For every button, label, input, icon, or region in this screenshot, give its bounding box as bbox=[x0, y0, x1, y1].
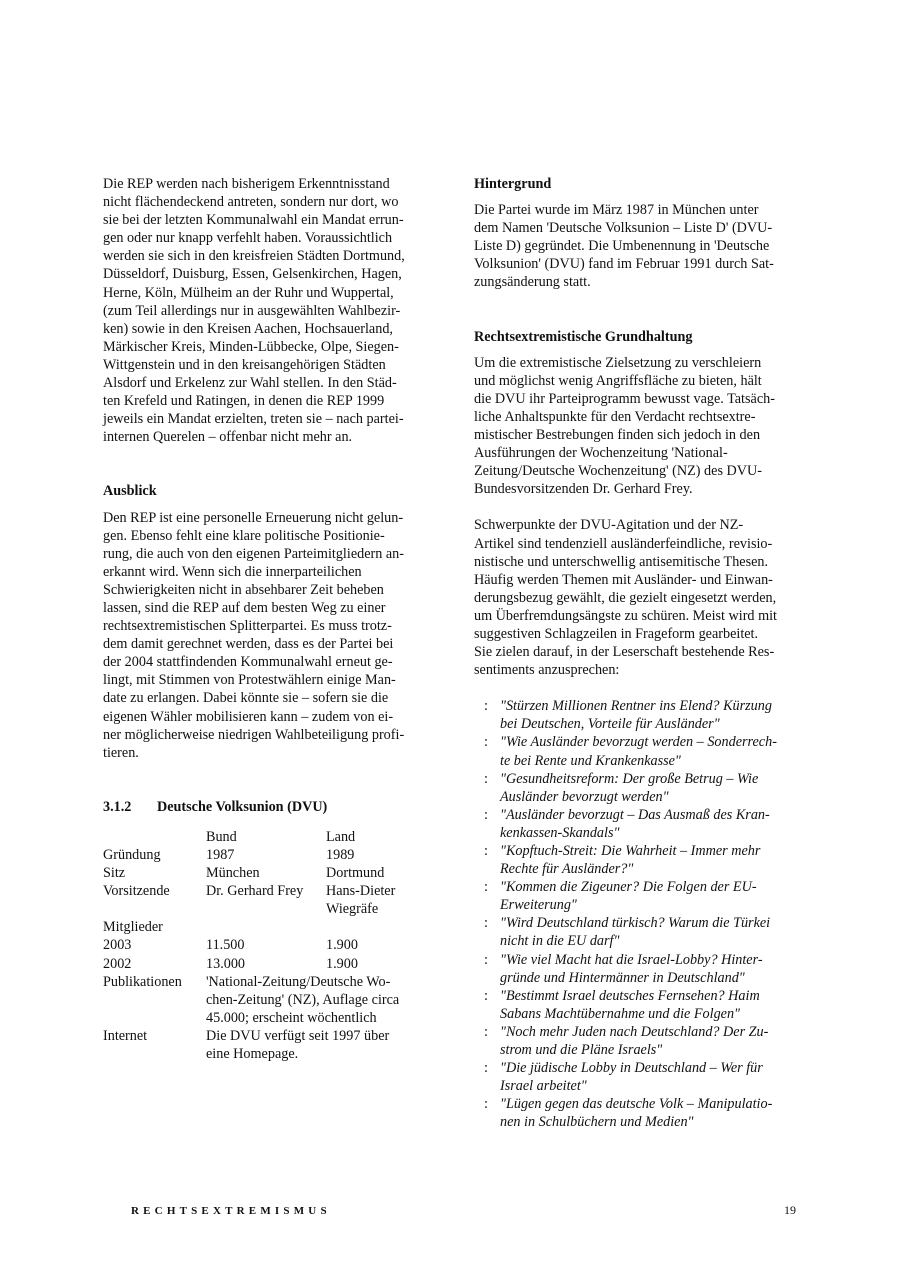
running-footer-title: RECHTSEXTREMISMUS bbox=[131, 1205, 331, 1217]
list-item: : "Noch mehr Juden nach Deutschland? Der Zu- strom und die Pläne Israels" bbox=[484, 1023, 769, 1059]
page-number: 19 bbox=[784, 1203, 796, 1217]
grundhaltung-heading: Rechtsextremistische Grundhaltung bbox=[474, 328, 693, 345]
facts-header-row bbox=[103, 828, 429, 846]
hintergrund-paragraph: Die Partei wurde im März 1987 in München unter dem Namen 'Deutsche Volksunion – Liste D' (DVU- Liste D) gegründet. Die Umbenennung in 'Deutsche Volksunion' (DVU) fand im Februar 1991 durch Sat- zungsänderung statt. bbox=[474, 202, 774, 291]
facts-row-2002: 2002 13.000 1.900 bbox=[103, 955, 358, 972]
list-item: : "Wie viel Macht hat die Israel-Lobby? Hinter- gründe und Hintermänner in Deutschland" bbox=[484, 951, 763, 986]
facts-row-internet: Internet Die DVU verfügt seit 1997 über eine Homepage. bbox=[103, 1027, 390, 1063]
list-item: : "Lügen gegen das deutsche Volk – Manipulatio- nen in Schulbüchern und Medien" bbox=[484, 1096, 773, 1131]
section-heading bbox=[103, 798, 429, 816]
list-item: : "Gesundheitsreform: Der große Betrug – Wie Ausländer bevorzugt werden" bbox=[484, 770, 759, 805]
list-item: : "Bestimmt Israel deutsches Fernsehen? Haim Sabans Machtübernahme und die Folgen" bbox=[484, 987, 760, 1022]
list-item: : "Ausländer bevorzugt – Das Ausmaß des Kran- kenkassen-Skandals" bbox=[484, 806, 770, 841]
right-column bbox=[474, 175, 800, 1132]
section-title: Deutsche Volksunion (DVU) bbox=[157, 798, 328, 815]
list-item: : "Die jüdische Lobby in Deutschland – Wer für Israel arbeitet" bbox=[484, 1060, 763, 1095]
ausblick-paragraph: Den REP ist eine personelle Erneuerung nicht gelun- gen. Ebenso fehlt eine klare politische Positionie- rung, die auch von den eigenen Parteimitgliedern an- erkannt wird. Wenn sich die innerparteilichen Schwierigkeiten nicht in absehbarer Zeit beheben lassen, sind die REP auf dem besten Weg zu einer rechtsextremistischen Splitterpartei. Es muss trotz- dem damit gerechnet werden, dass es der Partei bei der 2004 stattfindenden Kommunalwahl erneut ge- lingt, mit Stimmen von Protestwählern einige Man- date zu erlangen. Dabei könnte sie – sofern sie die eigenen Wähler mobilisieren kann – zudem von ei- ner möglicherweise niedrigen Wahlbeteiligung profi- tieren. bbox=[103, 509, 405, 761]
facts-row-gruendung: Gründung 1987 1989 bbox=[103, 847, 355, 863]
facts-row-publikationen: Publikationen 'National-Zeitung/Deutsche Wo- chen-Zeitung' (NZ), Auflage circa 45.000; erscheint wöchentlich bbox=[103, 973, 400, 1026]
facts-table bbox=[103, 828, 429, 1063]
col-land: Land bbox=[326, 828, 356, 845]
list-item: : "Kopftuch-Streit: Die Wahrheit – Immer mehr Rechte für Ausländer?" bbox=[484, 843, 761, 878]
section-number: 3.1.2 bbox=[103, 798, 132, 815]
ausblick-heading: Ausblick bbox=[103, 483, 157, 500]
list-item: : "Kommen die Zigeuner? Die Folgen der EU- Erweiterung" bbox=[484, 879, 757, 914]
headline-quotes-list bbox=[484, 697, 800, 1131]
schwerpunkte-paragraph: Schwerpunkte der DVU-Agitation und der NZ- Artikel sind tendenziell ausländerfeindliche, revisio- nistische und unterschwellig antisemitische Thesen. Häufig werden Themen mit Ausländer- und Einwan- derungsbezug gewählt, die gezielt eingesetzt werden, um Überfremdungsängste zu schüren. Meist wird mit suggestiven Schlagzeilen in Frageform gearbeitet. Sie zielen darauf, in der Leserschaft bestehende Res- sentiments anzusprechen: bbox=[474, 517, 777, 679]
facts-row-sitz: Sitz München Dortmund bbox=[103, 865, 385, 882]
grundhaltung-paragraph: Um die extremistische Zielsetzung zu verschleiern und möglichst wenig Angriffsfläche zu bieten, hält die DVU ihr Parteiprogramm bewusst vage. Tatsäch- liche Anhaltspunkte für den Verdacht rechtsextre- mistischer Bestrebungen finden sich jedoch in den Ausführungen der Wochenzeitung 'National- Zeitung/Deutsche Wochenzeitung' (NZ) des DVU- Bundesvorsitzenden Dr. Gerhard Frey. bbox=[474, 354, 775, 498]
list-item: : "Wird Deutschland türkisch? Warum die Türkei nicht in die EU darf" bbox=[484, 915, 771, 950]
intro-paragraph: Die REP werden nach bisherigem Erkenntnisstand nicht flächendeckend antreten, sondern nur dort, wo sie bei der letzten Kommunalwahl ein Mandat errun- gen oder nur knapp verfehlt haben. Voraussichtlich werden sie sich in den kreisfreien Städten Dortmund, Düsseldorf, Duisburg, Essen, Gelsenkirchen, Hagen, Herne, Köln, Mülheim an der Ruhr und Wuppertal, (zum Teil allerdings nur in ausgewählten Wahlbezir- ken) sowie in den Kreisen Aachen, Hochsauerland, Märkischer Kreis, Minden-Lübbecke, Olpe, Siegen- Wittgenstein und in den kreisangehörigen Städten Alsdorf und Erkelenz zur Wahl stellen. In den Städ- ten Krefeld und Ratingen, in denen die REP 1999 jeweils ein Mandat erzielten, treten sie – nach partei- internen Querelen – offenbar nicht mehr an. bbox=[103, 176, 405, 446]
facts-row-2003: 2003 11.500 1.900 bbox=[103, 937, 358, 954]
facts-row-vorsitz: Vorsitzende Dr. Gerhard Frey Hans-Dieter Wiegräfe bbox=[103, 883, 396, 918]
facts-row-mitglieder: Mitglieder bbox=[103, 919, 163, 936]
list-item: : "Wie Ausländer bevorzugt werden – Sonderrech- te bei Rente und Krankenkasse" bbox=[484, 734, 777, 769]
hintergrund-heading: Hintergrund bbox=[474, 176, 552, 192]
list-item: : "Stürzen Millionen Rentner ins Elend? Kürzung bei Deutschen, Vorteile für Ausländer" bbox=[484, 698, 772, 733]
left-column bbox=[103, 175, 429, 1063]
col-bund: Bund bbox=[206, 828, 237, 845]
